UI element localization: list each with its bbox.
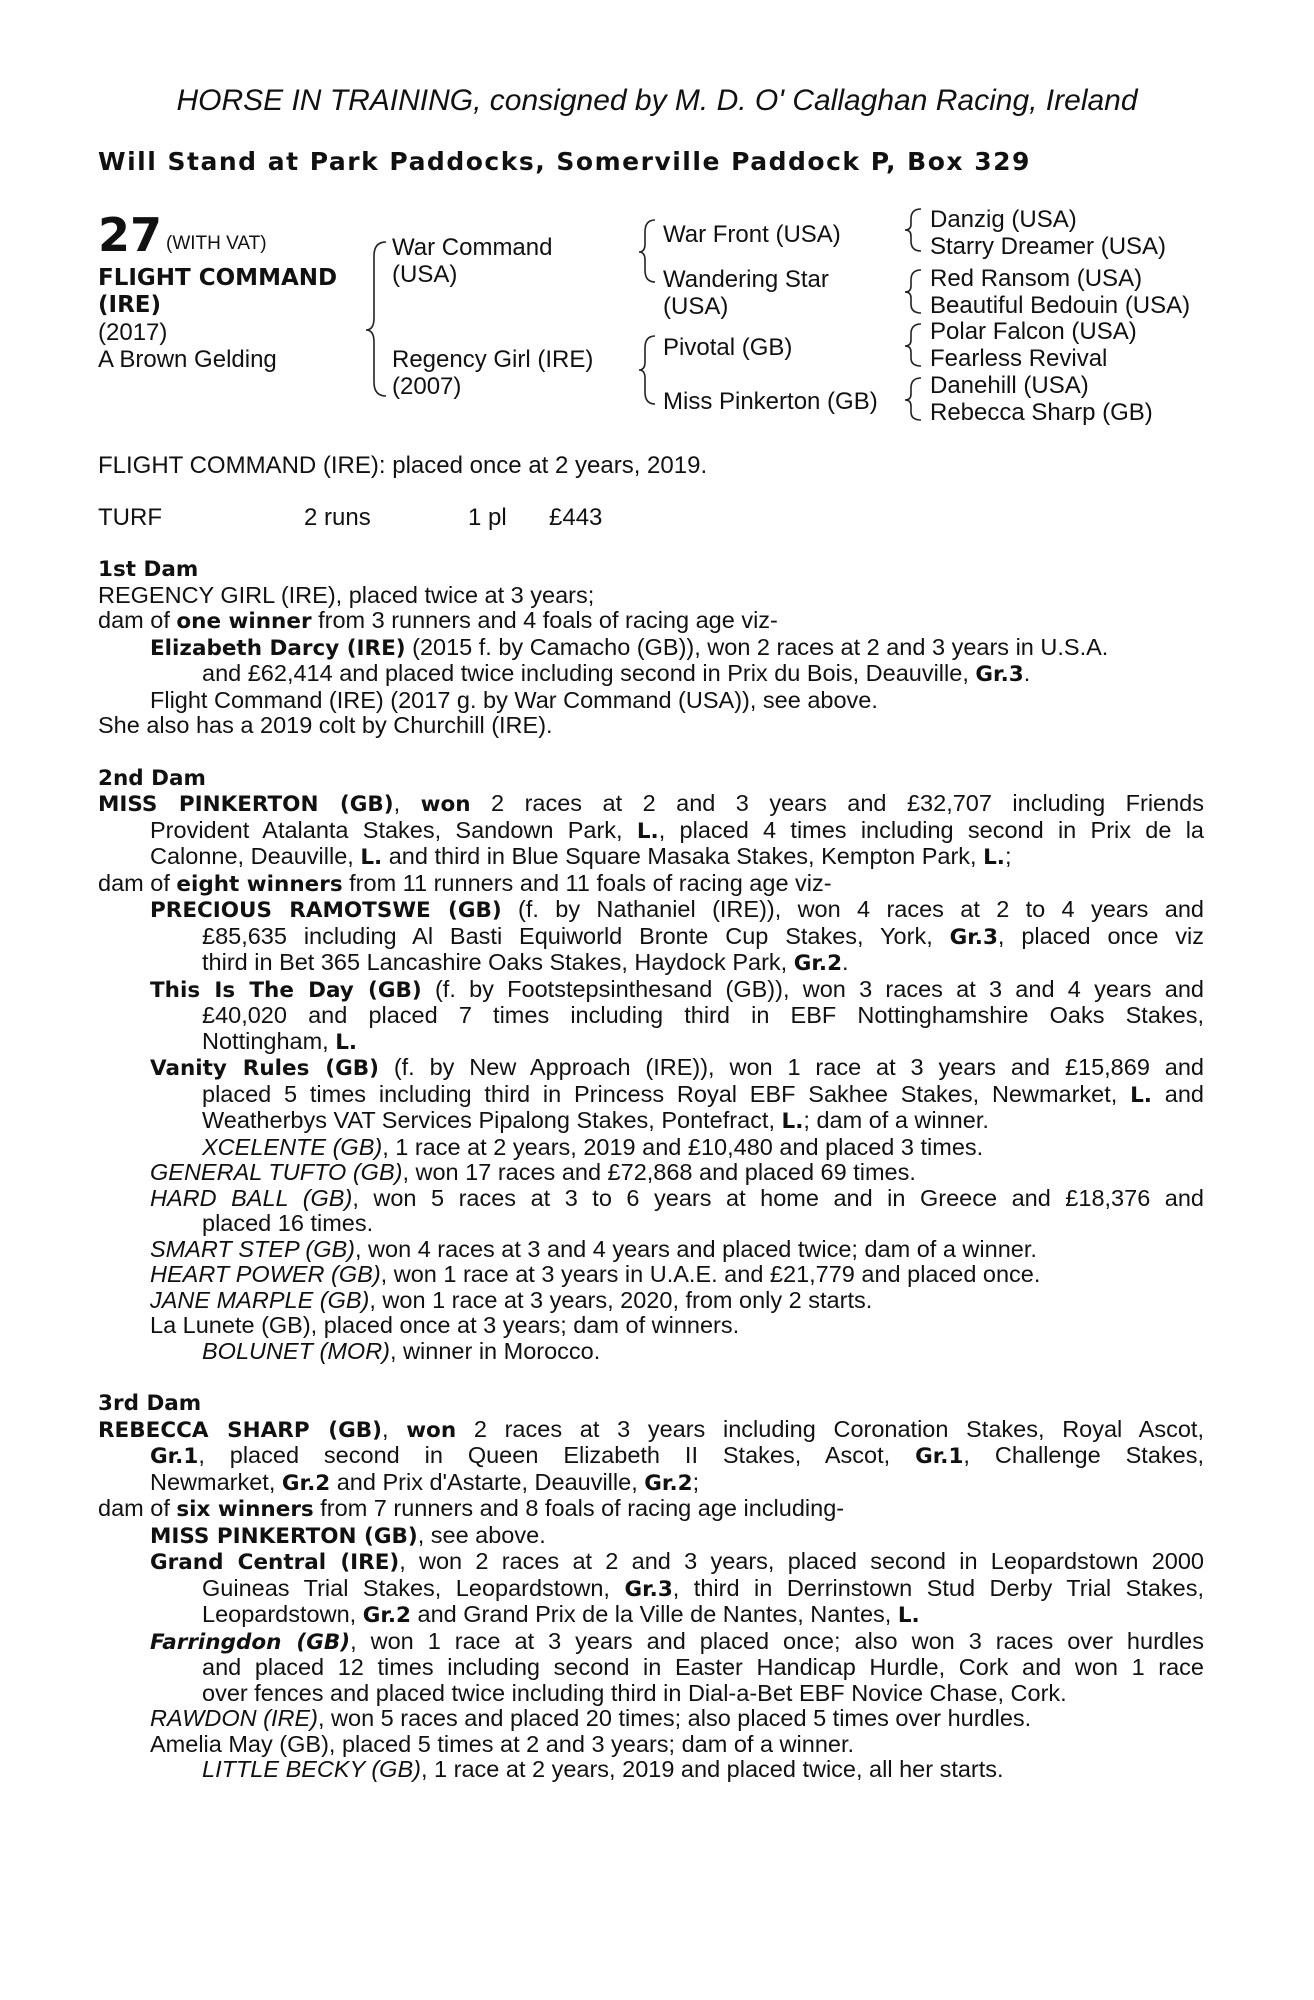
produce-entry-cont: Guineas Trial Stakes, Leopardstown, Gr.3, third in Derrinstown Stud Derby Trial Stakes,: [202, 1574, 1204, 1602]
dd-dam: Rebecca Sharp (GB): [930, 399, 1153, 426]
dd-sire: Danehill (USA): [930, 372, 1089, 399]
produce-entry-cont: and placed 12 times including second in Easter Handicap Hurdle, Cork and won 1 race: [202, 1654, 1204, 1680]
sd-dam: Beautiful Bedouin (USA): [930, 292, 1191, 319]
produce-entry-cont: Weatherbys VAT Services Pipalong Stakes, Pontefract, L.; dam of a winner.: [202, 1107, 989, 1134]
second-dam-line: Provident Atalanta Stakes, Sandown Park, L., placed 4 times including second in Prix de la: [150, 816, 1204, 844]
lot-number: 27: [98, 208, 163, 262]
ds-dam: Fearless Revival: [930, 345, 1108, 372]
turf-label: TURF: [98, 504, 162, 531]
third-dam-heading: 3rd Dam: [98, 1391, 202, 1416]
produce-entry-cont: and £62,414 and placed twice including second in Prix du Bois, Deauville, Gr.3.: [202, 660, 1031, 687]
sire-country: (USA): [392, 261, 458, 288]
produce-entry-cont: £40,020 and placed 7 times including third in EBF Nottinghamshire Oaks Stakes,: [202, 1002, 1204, 1028]
sire-dam-country: (USA): [663, 293, 729, 320]
produce-entry-cont: placed 16 times.: [202, 1210, 374, 1236]
sd-sire: Red Ransom (USA): [930, 265, 1143, 292]
dam-dam: Miss Pinkerton (GB): [663, 388, 878, 415]
third-dam-line: REBECCA SHARP (GB), won 2 races at 3 years including Coronation Stakes, Royal Ascot,: [98, 1415, 1204, 1443]
sire-dam: Wandering Star: [663, 266, 829, 293]
turf-earnings: £443: [549, 504, 603, 531]
produce-entry-cont: over fences and placed twice including third in Dial-a-Bet EBF Novice Chase, Cork.: [202, 1679, 1067, 1706]
produce-entry: Grand Central (IRE), won 2 races at 2 and 3 years, placed second in Leopardstown 2000: [150, 1548, 1204, 1575]
ss-sire: Danzig (USA): [930, 206, 1077, 233]
produce-entry: HEART POWER (GB), won 1 race at 3 years in U.A.E. and £21,779 and placed once.: [150, 1261, 1041, 1287]
race-summary: FLIGHT COMMAND (IRE): placed once at 2 years, 2019.: [98, 452, 708, 479]
horse-suffix: (IRE): [98, 292, 162, 318]
produce-entry-cont: third in Bet 365 Lancashire Oaks Stakes, Haydock Park, Gr.2.: [202, 949, 849, 976]
horse-description: A Brown Gelding: [98, 346, 277, 373]
catalogue-header: HORSE IN TRAINING, consigned by M. D. O' Callaghan Racing, Ireland: [176, 84, 1138, 117]
produce-entry: JANE MARPLE (GB), won 1 race at 3 years, 2020, from only 2 starts.: [150, 1286, 873, 1313]
produce-entry: GENERAL TUFTO (GB), won 17 races and £72,868 and placed 69 times.: [150, 1159, 916, 1185]
third-dam-line: Newmarket, Gr.2 and Prix d'Astarte, Deauville, Gr.2;: [150, 1468, 700, 1496]
produce-entry: La Lunete (GB), placed once at 3 years; dam of winners.: [150, 1312, 740, 1338]
third-dam-produce: dam of six winners from 7 runners and 8 foals of racing age including-: [98, 1495, 845, 1522]
dam-sire: Pivotal (GB): [663, 334, 793, 361]
produce-entry-cont: £85,635 including Al Basti Equiworld Bronte Cup Stakes, York, Gr.3, placed once viz: [202, 922, 1205, 950]
foaling-year: (2017): [98, 319, 168, 346]
produce-entry: This Is The Day (GB) (f. by Footstepsinthesand (GB)), won 3 races at 3 and 4 years and: [150, 975, 1205, 1003]
produce-entry-cont: Nottingham, L.: [202, 1027, 358, 1055]
dam-section: [98, 556, 1204, 1783]
grandproduce-entry: LITTLE BECKY (GB), 1 race at 2 years, 2019 and placed twice, all her starts.: [202, 1756, 1004, 1782]
horse-name: FLIGHT COMMAND: [98, 265, 338, 291]
second-dam-produce: dam of eight winners from 11 runners and 11 foals of racing age viz-: [98, 869, 832, 897]
produce-entry: Amelia May (GB), placed 5 times at 2 and 3 years; dam of a winner.: [150, 1730, 855, 1757]
stand-location: Will Stand at Park Paddocks, Somerville Paddock P, Box 329: [98, 147, 1031, 176]
produce-entry: Farringdon (GB), won 1 race at 3 years and placed once; also won 3 races over hurdles: [150, 1627, 1205, 1655]
grandproduce-entry: BOLUNET (MOR), winner in Morocco.: [202, 1337, 601, 1364]
second-dam-line: MISS PINKERTON (GB), won 2 races at 2 and 3 years and £32,707 including Friends: [98, 790, 1204, 817]
vat-note: (WITH VAT): [166, 233, 267, 254]
produce-entry: Vanity Rules (GB) (f. by New Approach (IRE)), won 1 race at 3 years and £15,869 and: [150, 1054, 1204, 1081]
produce-entry: SMART STEP (GB), won 4 races at 3 and 4 years and placed twice; dam of a winner.: [150, 1235, 1037, 1262]
second-dam-line: Calonne, Deauville, L. and third in Blue Square Masaka Stakes, Kempton Park, L.;: [150, 843, 1012, 870]
produce-entry: HARD BALL (GB), won 5 races at 3 to 6 years at home and in Greece and £18,376 and: [150, 1184, 1204, 1211]
produce-entry: MISS PINKERTON (GB), see above.: [150, 1521, 546, 1549]
first-dam-line: REGENCY GIRL (IRE), placed twice at 3 years;: [98, 581, 595, 608]
first-dam-note: She also has a 2019 colt by Churchill (IRE).: [98, 712, 553, 738]
produce-entry: Flight Command (IRE) (2017 g. by War Command (USA)), see above.: [150, 686, 878, 713]
first-dam-heading: 1st Dam: [98, 557, 199, 582]
produce-entry-cont: placed 5 times including third in Princess Royal EBF Sakhee Stakes, Newmarket, L. and: [202, 1080, 1204, 1108]
produce-entry: Elizabeth Darcy (IRE) (2015 f. by Camacho (GB)), won 2 races at 2 and 3 years in U.S.A.: [150, 633, 1109, 661]
sire: War Command: [392, 234, 553, 261]
grandproduce-entry: XCELENTE (GB), 1 race at 2 years, 2019 and £10,480 and placed 3 times.: [202, 1133, 984, 1160]
produce-entry: RAWDON (IRE), won 5 races and placed 20 times; also placed 5 times over hurdles.: [150, 1705, 1032, 1731]
sire-sire: War Front (USA): [663, 221, 841, 248]
produce-entry-cont: Leopardstown, Gr.2 and Grand Prix de la Ville de Nantes, Nantes, L.: [202, 1601, 920, 1628]
dam-year: (2007): [392, 373, 462, 400]
third-dam-line: Gr.1, placed second in Queen Elizabeth II Stakes, Ascot, Gr.1, Challenge Stakes,: [150, 1442, 1204, 1469]
turf-placed: 1 pl: [468, 504, 507, 531]
turf-runs: 2 runs: [304, 504, 371, 531]
ss-dam: Starry Dreamer (USA): [930, 233, 1167, 260]
dam: Regency Girl (IRE): [392, 346, 594, 373]
ds-sire: Polar Falcon (USA): [930, 318, 1137, 345]
first-dam-produce: dam of one winner from 3 runners and 4 foals of racing age viz-: [98, 607, 778, 634]
produce-entry: PRECIOUS RAMOTSWE (GB) (f. by Nathaniel (IRE)), won 4 races at 2 to 4 years and: [150, 896, 1204, 923]
second-dam-heading: 2nd Dam: [98, 765, 206, 791]
pedigree-brackets: [0, 0, 1314, 460]
